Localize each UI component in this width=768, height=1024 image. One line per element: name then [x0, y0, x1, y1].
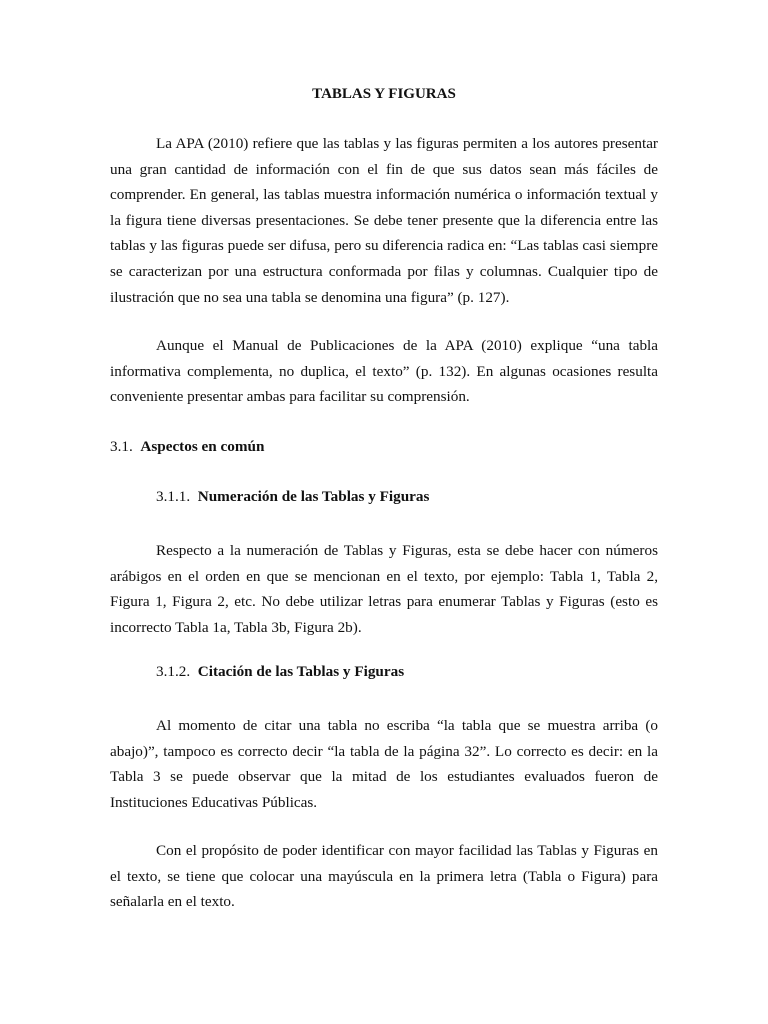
section-number: 3.1. [110, 438, 133, 455]
section-heading-aspectos [110, 436, 264, 458]
subsection-heading-numeracion [156, 486, 429, 508]
document-title: TABLAS Y FIGURAS [312, 86, 456, 102]
paragraph-citacion: Al momento de citar una tabla no escriba “la tabla que se muestra arriba (o abajo)”, tampoco es correcto decir “la tabla de la página 32”. Lo correcto es decir: en la Tabla 3 se puede observar que la mitad de los estudiantes evaluados fueron de Instituciones Educativas Públicas. [110, 717, 658, 811]
paragraph-apa-intro: La APA (2010) refiere que las tablas y las figuras permiten a los autores presentar una gran cantidad de información con el fin de que sus datos sean más fáciles de comprender. En general, las tablas muestra información numérica o información textual y la figura tiene diversas presentaciones. Se debe tener presente que la diferencia entre las tablas y las figuras puede ser difusa, pero su diferencia radica en: “Las tablas casi siempre se caracterizan por una estructura conformada por filas y columnas. Cualquier tipo de ilustración que no sea una tabla se denomina una figura” (p. 127). [110, 135, 658, 306]
subsection-heading-citacion [156, 661, 404, 683]
subsection-label: Citación de las Tablas y Figuras [197, 663, 405, 680]
subsection-label: Numeración de las Tablas y Figuras [197, 488, 430, 505]
subsection-number: 3.1.2. [156, 663, 191, 680]
section-label: Aspectos en común [140, 438, 265, 455]
paragraph-numeracion: Respecto a la numeración de Tablas y Figuras, esta se debe hacer con números arábigos en el orden en que se mencionan en el texto, por ejemplo: Tabla 1, Tabla 2, Figura 1, Figura 2, etc. No debe utilizar letras para enumerar Tablas y Figuras (esto es incorrecto Tabla 1a, Tabla 3b, Figura 2b). [110, 542, 658, 636]
subsection-number: 3.1.1. [156, 488, 191, 505]
paragraph-manual-quote: Aunque el Manual de Publicaciones de la APA (2010) explique “una tabla informativa complementa, no duplica, el texto” (p. 132). En algunas ocasiones resulta conveniente presentar ambas para facilitar su comprensión. [110, 337, 658, 406]
paragraph-mayuscula: Con el propósito de poder identificar con mayor facilidad las Tablas y Figuras en el texto, se tiene que colocar una mayúscula en la primera letra (Tabla o Figura) para señalarla en el texto. [110, 842, 658, 911]
